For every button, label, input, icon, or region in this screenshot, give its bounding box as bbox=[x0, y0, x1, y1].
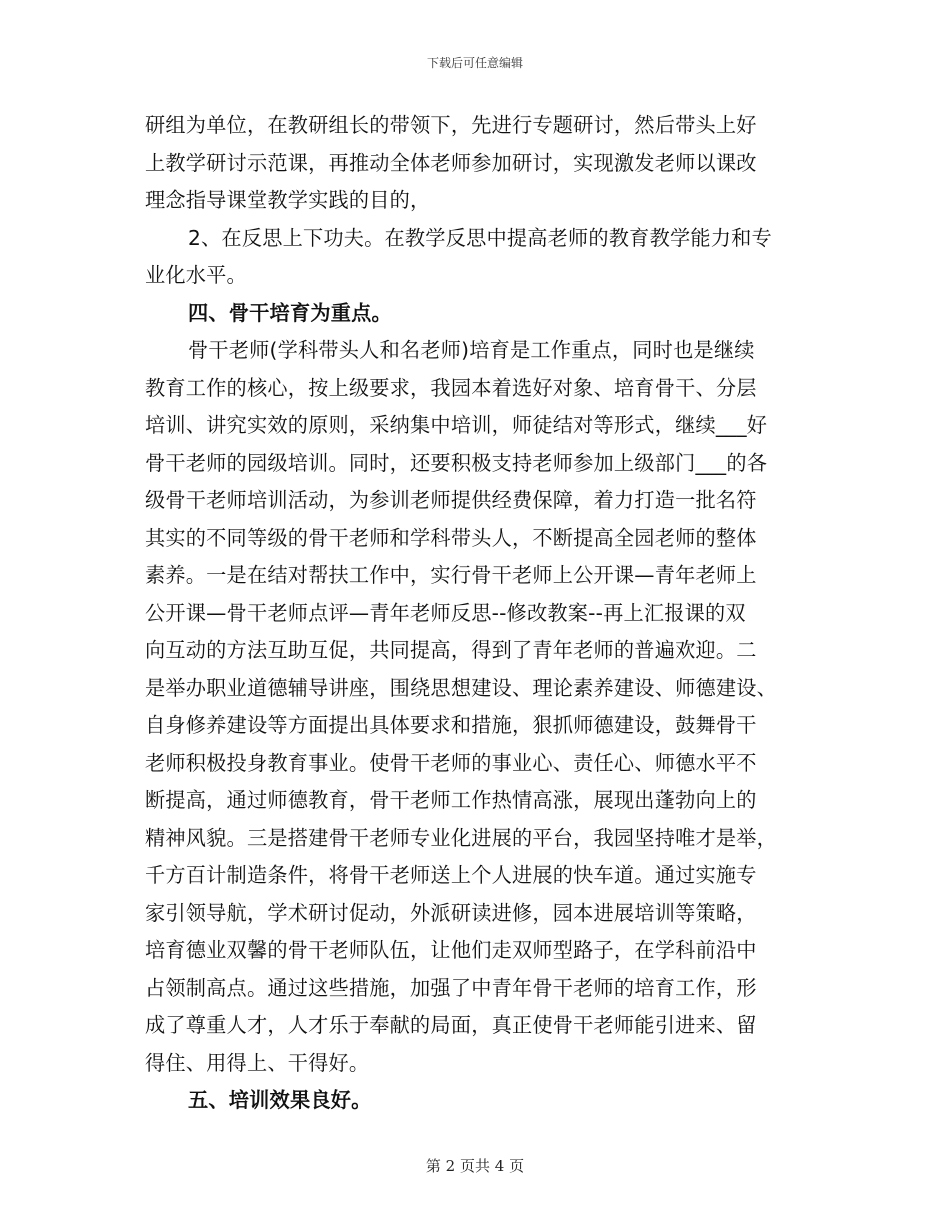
body-text bbox=[145, 107, 815, 1120]
text-line: 教育工作的核心，按上级要求，我园本着选好对象、培育骨干、分层 bbox=[145, 375, 757, 400]
page-footer: 第 2 页共 4 页 bbox=[425, 1157, 525, 1175]
text-line: 培训、讲究实效的原则，采纳集中培训，师徒结对等形式，继续___好 bbox=[145, 413, 768, 437]
text-line: 研组为单位，在教研组长的带领下，先进行专题研讨，然后带头上好 bbox=[145, 113, 757, 137]
text-line: 理念指导课堂教学实践的目的， bbox=[145, 188, 431, 212]
text-line: 2、在反思上下功夫。在教学反思中提高老师的教育教学能力和专 bbox=[188, 225, 772, 250]
text-line: 素养。一是在结对帮扶工作中，实行骨干老师上公开课—青年老师上 bbox=[145, 563, 757, 587]
text-line: 上教学研讨示范课，再推动全体老师参加研讨，实现激发老师以课改 bbox=[145, 150, 757, 175]
text-line: 占领制高点。通过这些措施，加强了中青年骨干老师的培育工作，形 bbox=[145, 975, 757, 1000]
section-heading: 四、骨干培育为重点。 bbox=[188, 300, 392, 325]
text-line: 成了尊重人才，人才乐于奉献的局面，真正使骨干老师能引进来、留 bbox=[145, 1013, 757, 1037]
text-line: 精神风貌。三是搭建骨干老师专业化进展的平台，我园坚持唯才是举， bbox=[145, 825, 778, 850]
text-line: 业化水平。 bbox=[145, 263, 247, 287]
text-line: 公开课—骨干老师点评—青年老师反思--修改教案--再上汇报课的双 bbox=[145, 600, 746, 625]
page-header: 下载后可任意编辑 bbox=[426, 56, 523, 70]
text-line: 老师积极投身教育事业。使骨干老师的事业心、责任心、师德水平不 bbox=[145, 750, 757, 775]
text-line: 其实的不同等级的骨干老师和学科带头人，不断提高全园老师的整体 bbox=[145, 525, 757, 550]
text-line: 得住、用得上、干得好。 bbox=[145, 1050, 370, 1075]
text-line: 培育德业双馨的骨干老师队伍，让他们走双师型路子，在学科前沿中 bbox=[145, 938, 757, 962]
text-line: 骨干老师的园级培训。同时，还要积极支持老师参加上级部门___的各 bbox=[145, 450, 768, 475]
text-line: 级骨干老师培训活动，为参训老师提供经费保障，着力打造一批名符 bbox=[145, 488, 757, 512]
text-line: 千方百计制造条件，将骨干老师送上个人进展的快车道。通过实施专 bbox=[145, 863, 757, 887]
section-heading: 五、培训效果良好。 bbox=[188, 1088, 372, 1112]
text-line: 自身修养建设等方面提出具体要求和措施，狠抓师德建设，鼓舞骨干 bbox=[145, 713, 757, 737]
text-line: 是举办职业道德辅导讲座，围绕思想建设、理论素养建设、师德建设、 bbox=[145, 675, 778, 700]
text-line: 骨干老师(学科带头人和名老师)培育是工作重点，同时也是继续 bbox=[188, 338, 755, 362]
text-line: 断提高，通过师德教育，骨干老师工作热情高涨，展现出蓬勃向上的 bbox=[145, 788, 757, 812]
text-line: 向互动的方法互助互促，共同提高，得到了青年老师的普遍欢迎。二 bbox=[145, 638, 757, 662]
text-line: 家引领导航，学术研讨促动，外派研读进修，园本进展培训等策略， bbox=[145, 900, 757, 925]
